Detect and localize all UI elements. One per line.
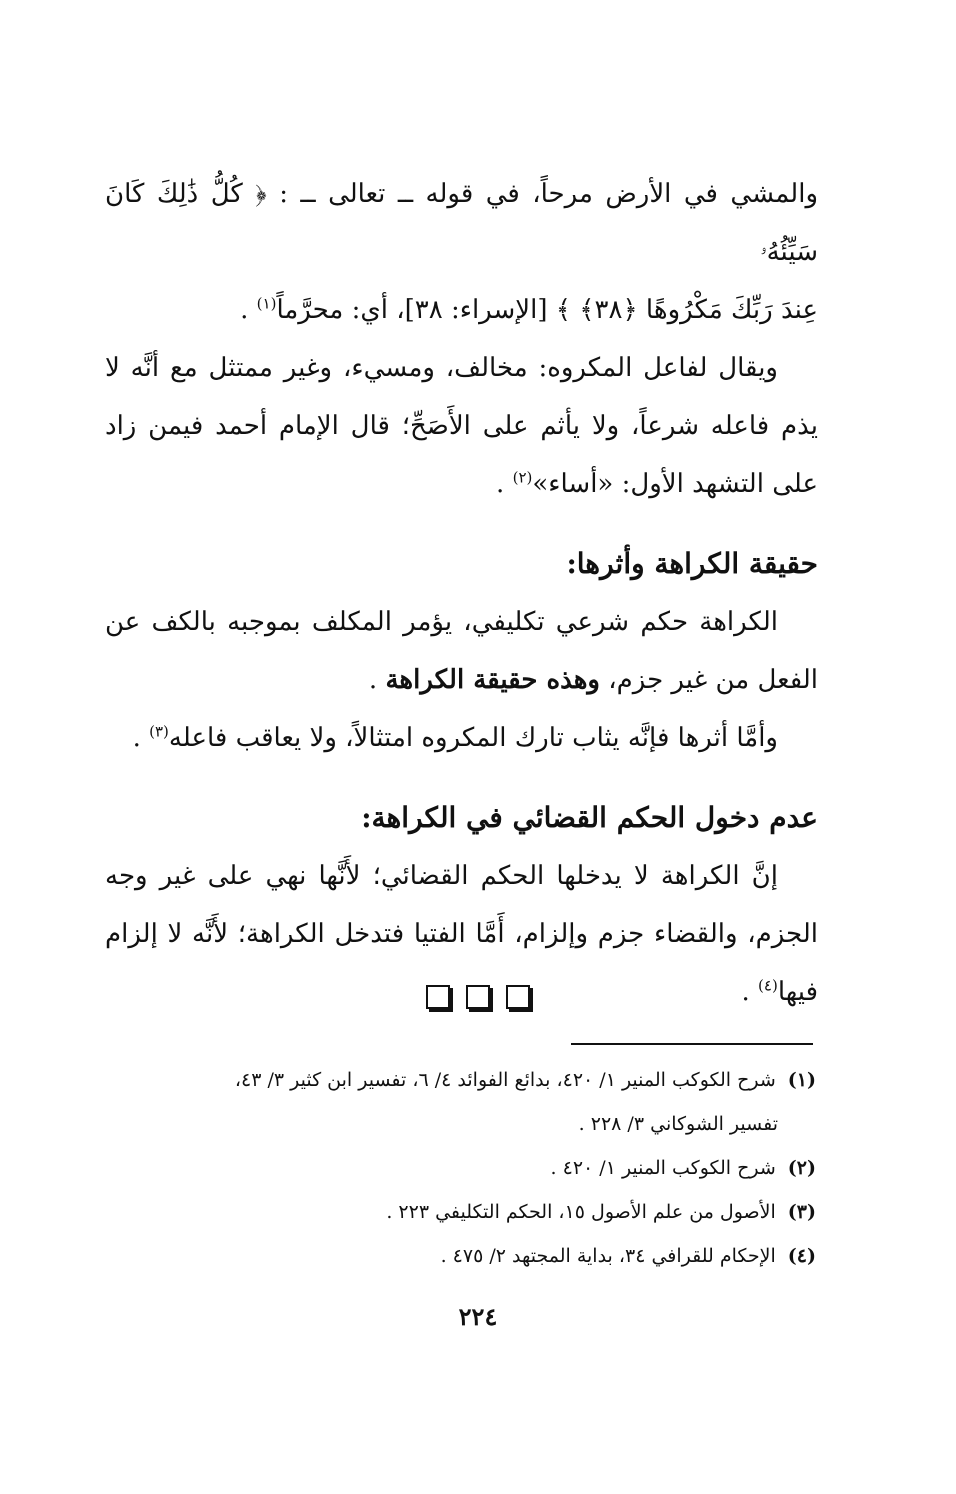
square-icon xyxy=(506,985,530,1009)
footnote-divider xyxy=(571,1043,813,1045)
paragraph-text: ويقال لفاعل المكروه: مخالف، ومسيء، وغير ممتثل مع أنَّه لا يذم فاعله شرعاً، ولا يأثم على الأَصَحِّ؛ قال الإمام أحمد فيمن زاد على التشهد الأول: «أساء» xyxy=(105,353,818,499)
footnote-item xyxy=(110,1190,816,1234)
square-icon xyxy=(426,985,450,1009)
footnote-text: شرح الكوكب المنير ١/ ٤٢٠، بدائع الفوائد ٤/ ٦، تفسير ابن كثير ٣/ ٤٣، xyxy=(234,1069,776,1091)
paragraph-effect xyxy=(105,709,818,767)
paragraph-quran-verse xyxy=(105,165,818,339)
punctuation: . xyxy=(741,977,759,1007)
page-number: ٢٢٤ xyxy=(458,1302,498,1331)
main-text xyxy=(105,165,818,1021)
paragraph-text: وأمَّا أثرها فإنَّه يثاب تارك المكروه امتثالاً، ولا يعاقب فاعله xyxy=(168,723,778,753)
paragraph-text: إنَّ الكراهة لا يدخلها الحكم القضائي؛ لأَنَّها نهي على غير وجه الجزم، والقضاء جزم وإلزام، أَمَّا الفتيا فتدخل الكراهة؛ لأَنَّه لا إلزام فيها xyxy=(105,861,818,1007)
section-heading: عدم دخول الحكم القضائي في الكراهة: xyxy=(361,801,818,834)
paragraph-definition xyxy=(105,593,818,709)
section-divider-ornament xyxy=(0,985,956,1013)
footnote-text: الأصول من علم الأصول ١٥، الحكم التكليفي ٢٢٣ . xyxy=(386,1201,776,1223)
footnote-ref[interactable]: (٣) xyxy=(149,722,169,741)
paragraph-makruh-doer xyxy=(105,339,818,513)
footnote-ref[interactable]: (١) xyxy=(256,294,277,313)
footnote-ref[interactable]: (٤) xyxy=(758,976,778,995)
footnote-number: (٤) xyxy=(787,1245,816,1267)
footnote-text: الإحكام للقرافي ٣٤، بداية المجتهد ٢/ ٤٧٥ . xyxy=(440,1245,776,1267)
footnote-ref[interactable]: (٢) xyxy=(512,468,533,487)
footnote-number: (٣) xyxy=(787,1201,816,1223)
footnote-item xyxy=(110,1234,816,1278)
footnote-number: (١) xyxy=(787,1069,816,1091)
punctuation: . xyxy=(132,723,150,753)
square-icon xyxy=(466,985,490,1009)
footnotes xyxy=(110,1058,816,1278)
footnote-continuation: تفسير الشوكاني ٣/ ٢٢٨ . xyxy=(578,1113,778,1135)
paragraph-text: والمشي في الأرض مرحاً، في قوله ــ تعالى ــ : ﴿ كُلُّ ذَٰلِكَ كَانَ سَيِّئُهُۥ xyxy=(105,179,818,267)
paragraph-text: الكراهة حكم شرعي تكليفي، يؤمر المكلف بموجبه بالكف عن الفعل من غير جزم، xyxy=(105,607,818,695)
bold-phrase: وهذه حقيقة الكراهة xyxy=(385,665,600,695)
footnote-item xyxy=(110,1058,816,1102)
footnote-item xyxy=(110,1146,816,1190)
section-heading: حقيقة الكراهة وأثرها: xyxy=(566,547,818,580)
footnote-number: (٢) xyxy=(787,1157,816,1179)
paragraph-text: عِندَ رَبِّكَ مَكْرُوهًا ﴿٣٨﴾ ﴾ [الإسراء: ٣٨]، أي: محرَّماً xyxy=(276,295,818,325)
punctuation: . xyxy=(240,295,257,325)
punctuation: . xyxy=(496,469,513,499)
punctuation: . xyxy=(368,665,386,695)
footnote-text: شرح الكوكب المنير ١/ ٤٢٠ . xyxy=(550,1157,776,1179)
